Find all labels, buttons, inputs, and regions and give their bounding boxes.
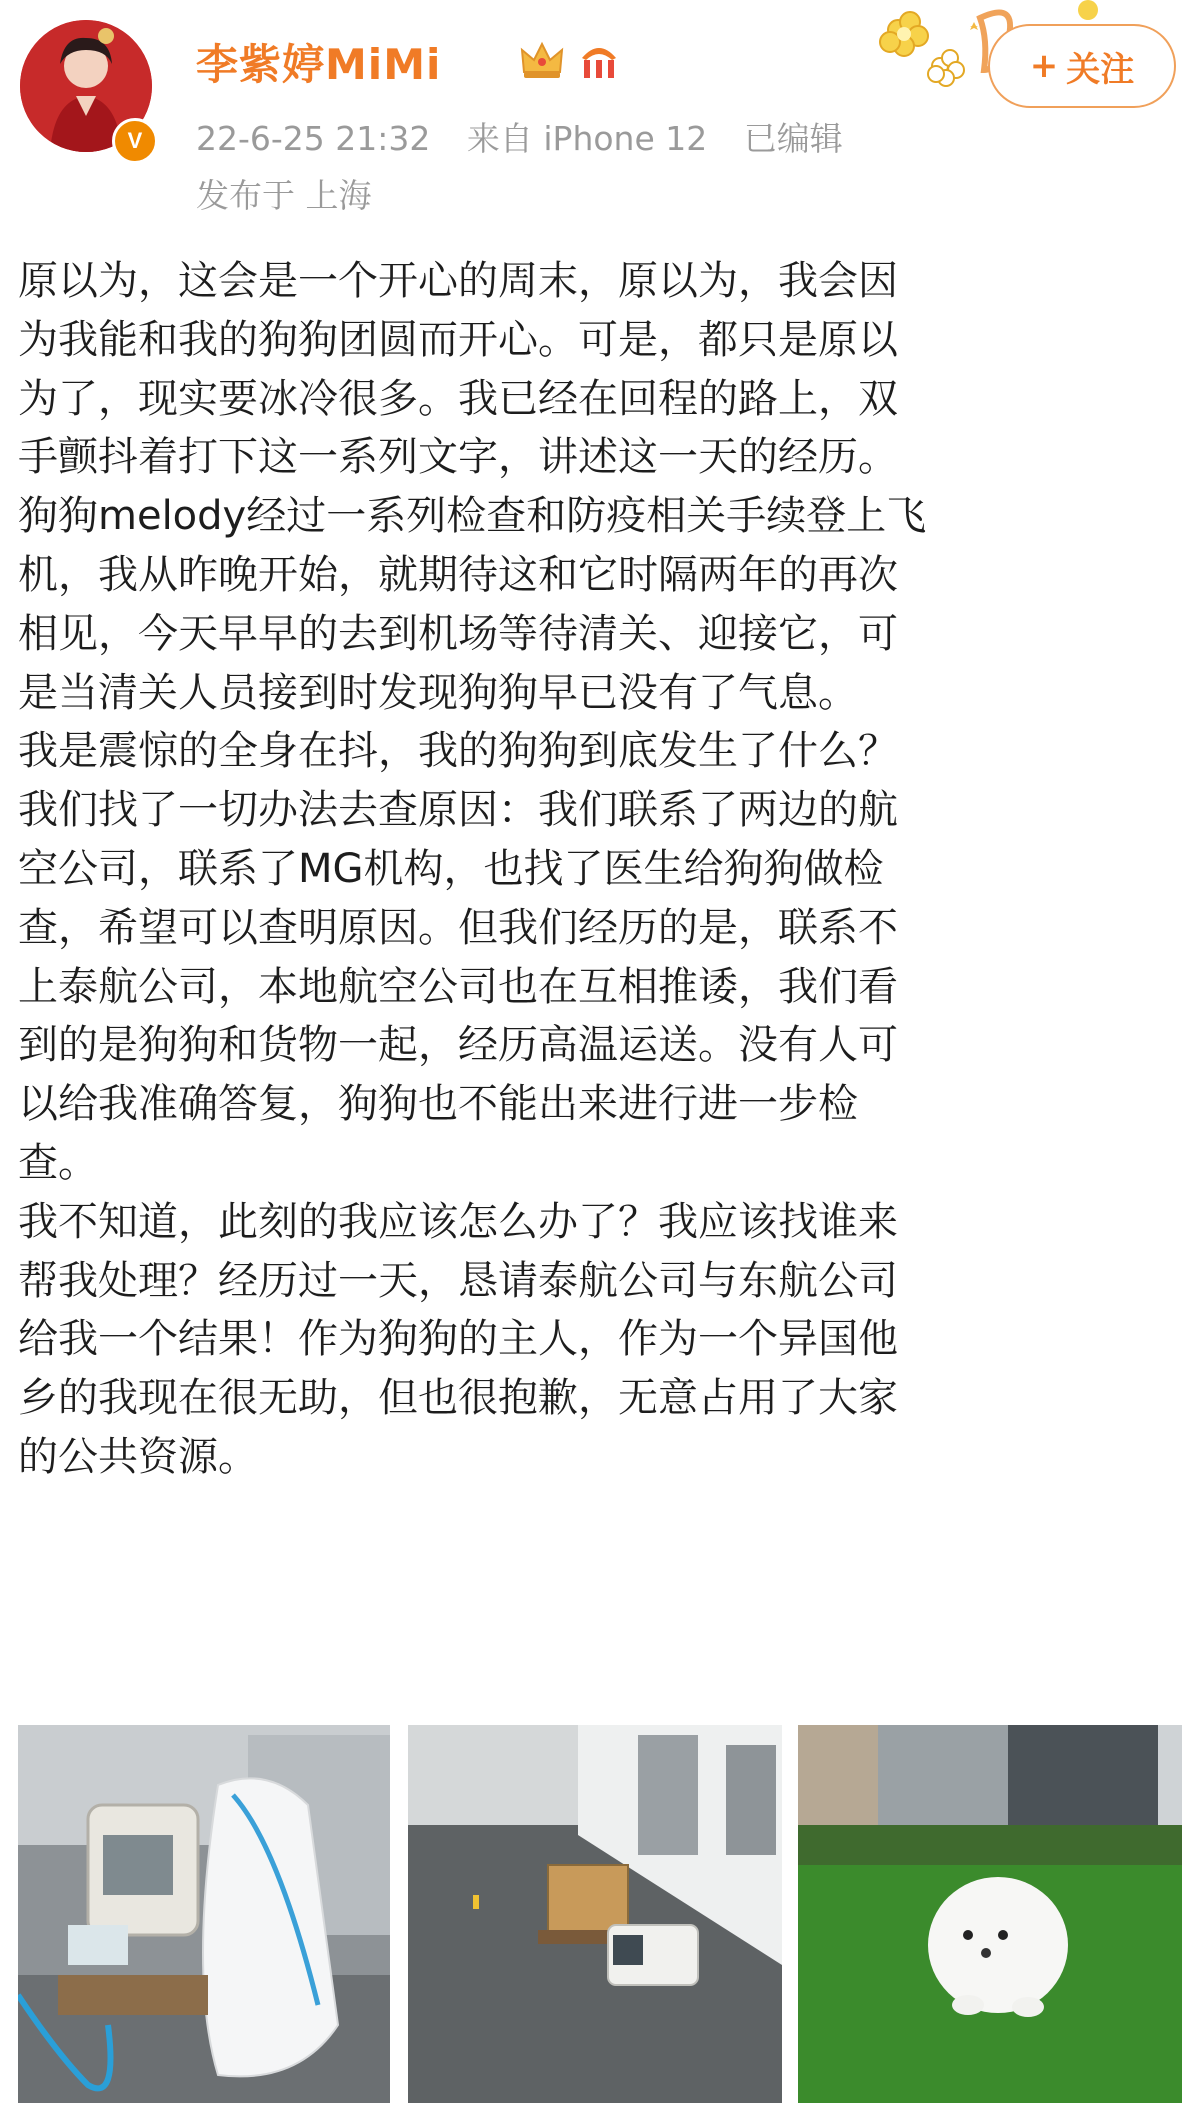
follow-label: 关注 bbox=[1066, 49, 1135, 90]
follow-button[interactable] bbox=[988, 24, 1176, 108]
post-line: 空公司，联系了MG机构，也找了医生给狗狗做检 bbox=[18, 845, 884, 892]
author-name[interactable]: 李紫婷MiMi bbox=[196, 40, 442, 89]
verified-icon: V bbox=[112, 118, 158, 164]
member-badge-icon bbox=[574, 38, 624, 82]
photo-pet-carrier-ppe-worker[interactable] bbox=[18, 1725, 390, 2103]
post-line: 我们找了一切办法去查原因：我们联系了两边的航 bbox=[18, 787, 898, 834]
post-line: 我是震惊的全身在抖，我的狗狗到底发生了什么？ bbox=[18, 728, 898, 775]
edited-label[interactable]: 已编辑 bbox=[743, 119, 843, 158]
post-line: 手颤抖着打下这一系列文字，讲述这一天的经历。 bbox=[18, 434, 898, 481]
crown-icon bbox=[518, 38, 566, 82]
post-line: 上泰航公司，本地航空公司也在互相推诿，我们看 bbox=[18, 963, 898, 1010]
post-header bbox=[0, 0, 1200, 220]
post-line: 是当清关人员接到时发现狗狗早已没有了气息。 bbox=[18, 669, 858, 716]
post-line: 狗狗melody经过一系列检查和防疫相关手续登上飞 bbox=[18, 493, 927, 540]
post-line: 相见，今天早早的去到机场等待清关、迎接它，可 bbox=[18, 610, 898, 657]
post-timestamp: 22-6-25 21:32 bbox=[196, 119, 431, 158]
post-line: 以给我准确答复，狗狗也不能出来进行进一步检 bbox=[18, 1081, 858, 1128]
image-grid bbox=[18, 1725, 1182, 2103]
post-line: 为了，现实要冰冷很多。我已经在回程的路上，双 bbox=[18, 375, 898, 422]
post-line: 查，希望可以查明原因。但我们经历的是，联系不 bbox=[18, 904, 898, 951]
post-meta bbox=[196, 113, 869, 160]
post-line: 原以为，这会是一个开心的周末，原以为，我会因 bbox=[18, 258, 898, 304]
post-text bbox=[18, 252, 1188, 1487]
post-line: 我不知道，此刻的我应该怎么办了？我应该找谁来 bbox=[18, 1198, 898, 1245]
post-line: 帮我处理？经历过一天，恳请泰航公司与东航公司 bbox=[18, 1257, 898, 1304]
post-line: 到的是狗狗和货物一起，经历高温运送。没有人可 bbox=[18, 1022, 898, 1069]
post-line: 查。 bbox=[18, 1139, 98, 1186]
plus-icon: + bbox=[1029, 46, 1059, 86]
post-line: 给我一个结果！作为狗狗的主人，作为一个异国他 bbox=[18, 1316, 898, 1363]
post-source: 来自 iPhone 12 bbox=[466, 119, 708, 158]
post-line: 乡的我现在很无助，但也很抱歉，无意占用了大家 bbox=[18, 1375, 898, 1422]
post-line: 的公共资源。 bbox=[18, 1433, 258, 1480]
post-line: 机，我从昨晚开始，就期待这和它时隔两年的再次 bbox=[18, 551, 898, 598]
post-location: 发布于 上海 bbox=[196, 176, 372, 215]
photo-white-pomeranian-on-grass[interactable] bbox=[798, 1725, 1182, 2103]
post-line: 为我能和我的狗狗团圆而开心。可是，都只是原以 bbox=[18, 316, 898, 363]
photo-carrier-in-corridor[interactable] bbox=[408, 1725, 782, 2103]
